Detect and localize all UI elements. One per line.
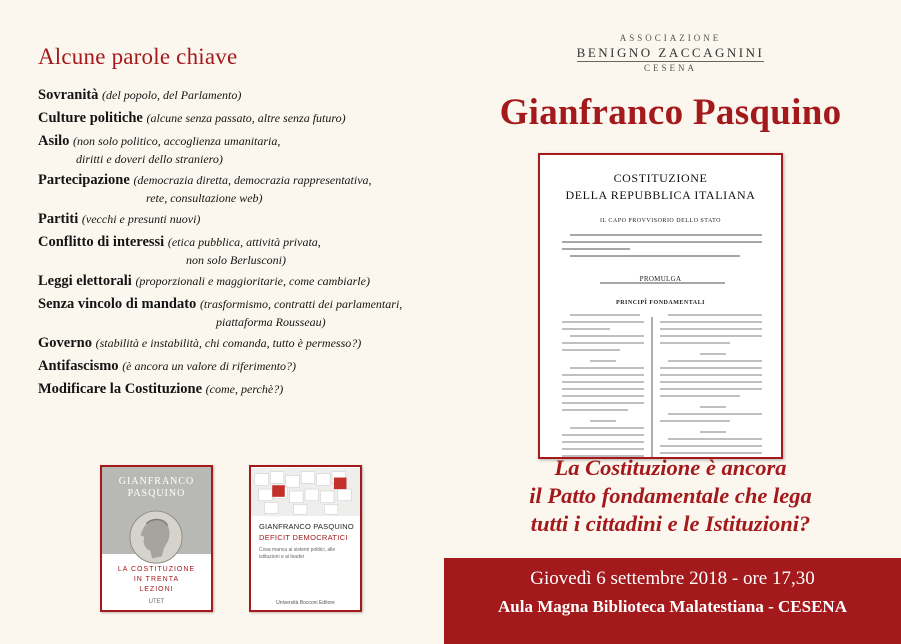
book1-title <box>102 565 211 595</box>
question-line2: il Patto fondamentale che lega <box>529 483 812 508</box>
keyword-description: (stabilità e instabilità, chi comanda, tutto è permesso?) <box>95 336 362 350</box>
keyword-description: (etica pubblica, attività privata, <box>167 235 321 249</box>
keyword-item <box>38 171 438 206</box>
book1-title-line2: IN TRENTA <box>133 576 180 583</box>
book1-author <box>102 476 211 500</box>
doc-caption: IL CAPO PROVVISORIO DELLO STATO <box>599 218 722 224</box>
book2-subtitle: Cosa manca ai sistemi politici, alle istituzioni e ai leader <box>259 547 336 560</box>
association-city: CESENA <box>643 63 697 73</box>
book1-title-line1: LA COSTITUZIONE <box>117 566 196 573</box>
keyword-item <box>38 334 438 353</box>
keyword-description: (del popolo, del Parlamento) <box>102 88 242 102</box>
event-date: Giovedì 6 settembre 2018 - ore 17,30 <box>530 568 815 589</box>
left-column <box>0 0 440 644</box>
doc-principi: PRINCIPÎ FONDAMENTALI <box>616 300 705 306</box>
keyword-description-continued: piattaforma Rousseau) <box>216 315 326 329</box>
keyword-term: Sovranità <box>38 87 99 103</box>
book2-author: GIANFRANCO PASQUINO <box>259 522 354 531</box>
keyword-item <box>38 380 438 399</box>
keyword-term: Antifascismo <box>38 358 119 374</box>
keyword-term: Modificare la Costituzione <box>38 381 203 397</box>
keyword-description: (è ancora un valore di riferimento?) <box>122 359 297 373</box>
book1-author-last: PASQUINO <box>127 488 186 499</box>
event-banner <box>444 558 901 644</box>
book1-publisher: UTET <box>148 599 165 605</box>
keyword-item <box>38 86 438 105</box>
association-name: BENIGNO ZACCAGNINI <box>576 45 765 60</box>
event-place: Aula Magna Biblioteca Malatestiana - CESENA <box>498 597 847 616</box>
book2-publisher: Università Bocconi Editore <box>276 600 335 606</box>
keyword-description-continued: rete, consultazione web) <box>146 191 263 205</box>
keyword-term: Asilo <box>38 133 70 149</box>
keywords-heading: Alcune parole chiave <box>38 44 238 69</box>
keyword-term: Partecipazione <box>38 172 130 188</box>
keyword-term: Culture politiche <box>38 110 143 126</box>
keyword-term: Leggi elettorali <box>38 273 132 289</box>
keyword-description: (democrazia diretta, democrazia rappresentativa, <box>133 173 372 187</box>
right-column <box>440 0 901 644</box>
keyword-item <box>38 357 438 376</box>
classical-head-icon <box>102 507 211 573</box>
doc-promulga: PROMULGA <box>639 275 682 283</box>
keyword-description: (proporzionali e maggioritarie, come cambiarle) <box>135 274 370 288</box>
book1-author-first: GIANFRANCO <box>118 476 195 487</box>
keyword-item <box>38 109 438 128</box>
keyword-description: (alcune senza passato, altre senza futuro) <box>146 111 346 125</box>
keyword-term: Governo <box>38 335 92 351</box>
book1-title-line3: LEZIONI <box>139 586 174 593</box>
keyword-description: (vecchi e presunti nuovi) <box>81 212 201 226</box>
doc-title-2: DELLA REPUBBLICA ITALIANA <box>565 188 756 202</box>
keyword-description-continued: non solo Berlusconi) <box>186 253 286 267</box>
association-label: ASSOCIAZIONE <box>619 33 722 43</box>
question-line3: tutti i cittadini e le Istituzioni? <box>530 511 811 536</box>
question-line1: La Costituzione è ancora <box>554 455 787 480</box>
constitution-document-image <box>538 153 783 459</box>
keyword-item <box>38 233 438 268</box>
keyword-description: (trasformismo, contratti dei parlamentari, <box>199 297 403 311</box>
doc-text-lines <box>540 227 783 459</box>
book-cover-deficit <box>249 465 362 612</box>
question-text <box>440 454 901 538</box>
keyword-item <box>38 210 438 229</box>
puzzle-pieces-icon <box>251 467 360 517</box>
book2-title: DEFICIT DEMOCRATICI <box>259 533 348 542</box>
keyword-item <box>38 272 438 291</box>
keyword-item <box>38 295 438 330</box>
keyword-term: Conflitto di interessi <box>38 234 165 250</box>
keyword-term: Partiti <box>38 211 79 227</box>
speaker-name: Gianfranco Pasquino <box>499 92 842 133</box>
keyword-item <box>38 132 438 167</box>
keyword-term: Senza vincolo di mandato <box>38 296 197 312</box>
association-logo <box>440 33 901 74</box>
keyword-description: (non solo politico, accoglienza umanitaria, <box>73 134 281 148</box>
keyword-description-continued: diritti e doveri dello straniero) <box>76 152 223 166</box>
book-cover-costituzione <box>100 465 213 612</box>
keyword-description: (come, perchè?) <box>205 382 284 396</box>
keywords-list <box>38 86 438 403</box>
doc-title-1: COSTITUZIONE <box>613 171 708 185</box>
